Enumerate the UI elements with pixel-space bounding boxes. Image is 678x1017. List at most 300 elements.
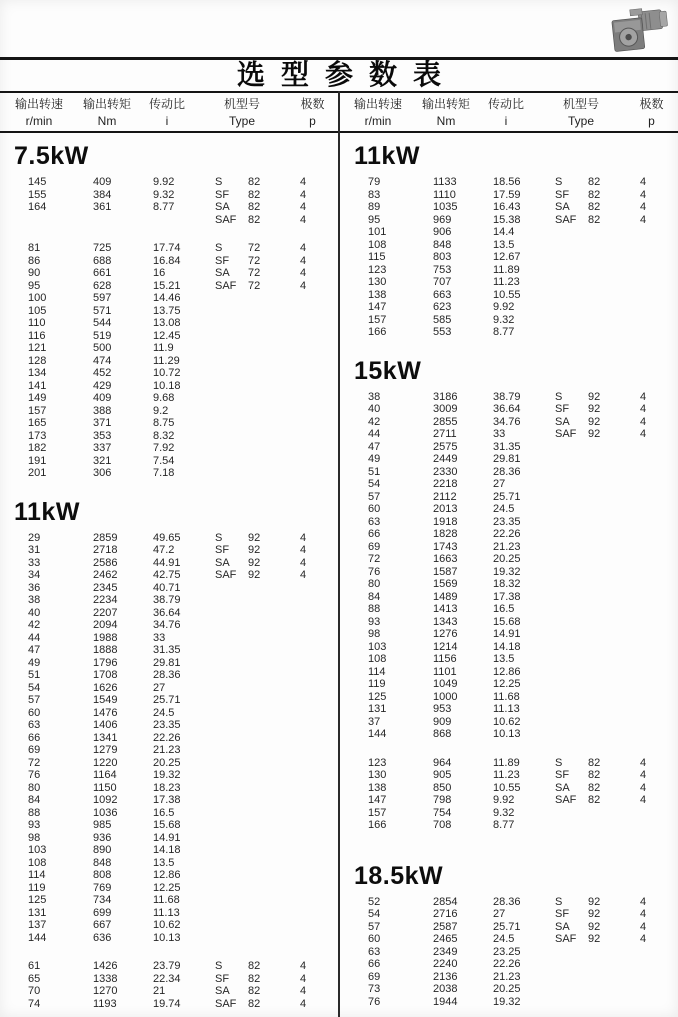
cell-model bbox=[215, 932, 248, 945]
cell-speed: 182 bbox=[28, 442, 47, 454]
cell-poles: 4 bbox=[640, 201, 647, 213]
cell-ratio: 9.68 bbox=[153, 392, 175, 404]
cell-size bbox=[248, 607, 300, 620]
table-row bbox=[340, 628, 678, 641]
cell-ratio: 9.2 bbox=[153, 404, 169, 417]
cell-speed: 144 bbox=[28, 931, 47, 944]
cell-size bbox=[248, 392, 300, 405]
cell-model bbox=[215, 769, 248, 782]
cell-poles bbox=[300, 857, 339, 870]
cell-poles bbox=[640, 516, 678, 529]
cell-poles bbox=[640, 603, 678, 616]
cell-speed: 66 bbox=[368, 528, 381, 540]
cell-torque: 337 bbox=[93, 442, 112, 454]
cell-speed: 121 bbox=[28, 342, 47, 354]
table-row bbox=[0, 582, 338, 595]
cell-speed: 100 bbox=[28, 292, 47, 304]
cell-size bbox=[248, 919, 300, 932]
cell-speed: 42 bbox=[368, 415, 381, 428]
power-section-7-5kw bbox=[0, 134, 338, 496]
cell-torque: 708 bbox=[433, 819, 452, 831]
cell-ratio: 8.77 bbox=[493, 326, 515, 338]
cell-model bbox=[215, 619, 248, 632]
cell-ratio: 36.64 bbox=[493, 403, 521, 415]
table-row bbox=[0, 657, 338, 670]
cell-ratio: 14.18 bbox=[153, 844, 181, 856]
cell-model: SA bbox=[555, 920, 570, 933]
cell-poles bbox=[640, 478, 678, 491]
cell-poles bbox=[640, 251, 678, 264]
cell-torque: 1101 bbox=[433, 665, 457, 678]
cell-size bbox=[588, 466, 640, 479]
table-row bbox=[0, 442, 338, 455]
cell-ratio: 28.36 bbox=[493, 465, 521, 478]
cell-model bbox=[555, 276, 588, 289]
cell-model bbox=[555, 478, 588, 491]
cell-speed: 157 bbox=[28, 404, 47, 417]
cell-model bbox=[215, 707, 248, 720]
cell-poles bbox=[300, 719, 339, 732]
cell-size bbox=[588, 491, 640, 504]
cell-model: SAF bbox=[555, 428, 577, 440]
cell-speed: 110 bbox=[28, 317, 46, 329]
cell-ratio: 31.35 bbox=[493, 440, 521, 453]
cell-speed: 125 bbox=[28, 894, 47, 906]
cell-model bbox=[555, 226, 588, 239]
cell-model: SAF bbox=[215, 997, 237, 1010]
cell-poles: 4 bbox=[300, 201, 307, 213]
cell-ratio: 16.43 bbox=[493, 201, 521, 213]
cell-size bbox=[248, 794, 300, 807]
cell-torque: 1426 bbox=[93, 960, 118, 972]
table-row bbox=[0, 932, 338, 945]
cell-speed: 116 bbox=[28, 329, 46, 342]
cell-ratio: 8.77 bbox=[493, 819, 515, 831]
cell-torque: 798 bbox=[433, 794, 452, 806]
cell-ratio: 9.92 bbox=[493, 794, 515, 806]
cell-model bbox=[215, 467, 248, 480]
cell-size: 72 bbox=[248, 254, 261, 267]
cell-model bbox=[555, 491, 588, 504]
cell-ratio: 17.38 bbox=[493, 590, 521, 603]
cell-poles: 4 bbox=[300, 556, 307, 569]
cell-model bbox=[215, 644, 248, 657]
table-row bbox=[0, 455, 338, 468]
table-row bbox=[340, 896, 678, 909]
cell-size bbox=[248, 857, 300, 870]
cell-poles bbox=[300, 682, 339, 695]
table-row bbox=[340, 782, 678, 795]
cell-size bbox=[588, 971, 640, 984]
table-row bbox=[340, 566, 678, 579]
table-row bbox=[340, 326, 678, 339]
cell-size bbox=[248, 594, 300, 607]
cell-ratio: 10.55 bbox=[493, 781, 521, 794]
cell-poles bbox=[300, 467, 339, 480]
cell-size bbox=[588, 251, 640, 264]
table-row bbox=[340, 453, 678, 466]
cell-ratio: 34.76 bbox=[153, 619, 181, 631]
cell-size: 72 bbox=[248, 279, 261, 292]
cell-torque: 848 bbox=[433, 238, 452, 251]
cell-poles: 4 bbox=[640, 390, 647, 403]
cell-speed: 147 bbox=[368, 794, 387, 806]
cell-speed: 128 bbox=[28, 354, 47, 367]
cell-ratio: 11.89 bbox=[493, 756, 520, 769]
cell-size: 72 bbox=[248, 267, 261, 279]
cell-poles: 4 bbox=[300, 960, 307, 972]
cell-ratio: 21 bbox=[153, 985, 166, 997]
cell-ratio: 44.91 bbox=[153, 556, 181, 569]
cell-poles bbox=[300, 430, 339, 443]
cell-poles bbox=[300, 807, 339, 820]
table-row bbox=[340, 691, 678, 704]
cell-size bbox=[248, 455, 300, 468]
cell-model bbox=[555, 983, 588, 996]
cell-speed: 49 bbox=[28, 656, 41, 669]
table-row bbox=[0, 557, 338, 570]
cell-model bbox=[555, 553, 588, 566]
cell-size: 92 bbox=[248, 531, 261, 544]
cell-model: SA bbox=[215, 985, 230, 997]
cell-torque: 909 bbox=[433, 715, 452, 728]
cell-ratio: 24.5 bbox=[153, 706, 175, 719]
cell-speed: 36 bbox=[28, 581, 41, 594]
cell-speed: 38 bbox=[368, 390, 381, 403]
cell-size bbox=[588, 691, 640, 704]
cell-torque: 2013 bbox=[433, 503, 458, 515]
cell-ratio: 19.32 bbox=[153, 769, 181, 781]
cell-poles bbox=[300, 292, 339, 305]
cell-poles bbox=[300, 619, 339, 632]
cell-size: 82 bbox=[588, 201, 601, 213]
cell-torque: 663 bbox=[433, 288, 452, 301]
cell-size bbox=[588, 641, 640, 654]
cell-size: 92 bbox=[248, 569, 261, 581]
cell-ratio: 8.32 bbox=[153, 429, 175, 442]
col-header-ratio: 传动比 i bbox=[148, 97, 185, 128]
cell-size bbox=[588, 314, 640, 327]
cell-poles bbox=[640, 678, 678, 691]
cell-poles bbox=[300, 355, 339, 368]
table-row bbox=[340, 958, 678, 971]
cell-speed: 98 bbox=[368, 628, 381, 640]
cell-poles: 4 bbox=[640, 403, 647, 415]
cell-size bbox=[588, 528, 640, 541]
cell-size: 92 bbox=[588, 390, 601, 403]
cell-torque: 409 bbox=[93, 176, 112, 188]
table-row bbox=[0, 417, 338, 430]
cell-torque: 905 bbox=[433, 769, 452, 781]
cell-speed: 33 bbox=[28, 556, 41, 569]
cell-model bbox=[555, 251, 588, 264]
cell-size: 92 bbox=[588, 415, 601, 428]
cell-torque: 769 bbox=[93, 881, 112, 894]
cell-ratio: 12.86 bbox=[153, 869, 181, 881]
cell-ratio: 10.62 bbox=[153, 919, 181, 931]
cell-poles bbox=[640, 541, 678, 554]
cell-speed bbox=[28, 214, 93, 227]
page-title: 选型参数表 bbox=[236, 59, 457, 90]
cell-model bbox=[215, 582, 248, 595]
cell-size: 82 bbox=[248, 985, 261, 997]
cell-ratio: 19.74 bbox=[153, 997, 181, 1010]
cell-size bbox=[588, 453, 640, 466]
cell-poles bbox=[640, 566, 678, 579]
cell-ratio: 38.79 bbox=[493, 390, 521, 403]
cell-speed: 79 bbox=[368, 176, 381, 188]
cell-ratio: 20.25 bbox=[493, 553, 521, 565]
cell-speed: 137 bbox=[28, 919, 47, 931]
cell-model: S bbox=[555, 390, 563, 403]
cell-poles bbox=[300, 657, 339, 670]
cell-ratio: 10.13 bbox=[153, 931, 181, 944]
cell-ratio: 12.67 bbox=[493, 251, 521, 263]
cell-poles bbox=[300, 932, 339, 945]
cell-ratio: 22.26 bbox=[493, 528, 521, 540]
cell-speed: 63 bbox=[368, 515, 381, 528]
cell-speed: 157 bbox=[368, 313, 387, 326]
col-header-poles: 极数 p bbox=[300, 97, 325, 128]
cell-speed: 86 bbox=[28, 254, 41, 267]
table-row bbox=[0, 807, 338, 820]
cell-model: S bbox=[215, 960, 223, 972]
cell-speed: 103 bbox=[368, 640, 387, 653]
table-row bbox=[0, 330, 338, 343]
cell-speed: 57 bbox=[28, 694, 41, 706]
cell-torque: 1626 bbox=[93, 681, 118, 694]
cell-torque: 571 bbox=[93, 304, 112, 317]
cell-torque: 1918 bbox=[433, 515, 458, 528]
cell-size bbox=[588, 996, 640, 1009]
cell-model: SA bbox=[215, 267, 230, 279]
table-row bbox=[340, 201, 678, 214]
cell-ratio bbox=[153, 214, 215, 227]
cell-torque: 2234 bbox=[93, 594, 118, 606]
cell-ratio: 15.68 bbox=[153, 819, 181, 831]
cell-poles bbox=[640, 503, 678, 516]
cell-ratio: 12.25 bbox=[153, 881, 181, 894]
cell-speed: 119 bbox=[28, 881, 46, 894]
cell-poles bbox=[300, 367, 339, 380]
cell-model: SA bbox=[215, 201, 230, 213]
cell-speed: 149 bbox=[28, 392, 47, 404]
cell-torque: 2207 bbox=[93, 606, 118, 619]
cell-size bbox=[588, 553, 640, 566]
cell-torque: 985 bbox=[93, 819, 112, 831]
cell-size bbox=[248, 869, 300, 882]
cell-model: SAF bbox=[555, 213, 577, 226]
cell-torque: 1708 bbox=[93, 669, 118, 681]
cell-size bbox=[248, 682, 300, 695]
cell-size bbox=[248, 467, 300, 480]
data-block bbox=[340, 757, 678, 832]
cell-size bbox=[248, 405, 300, 418]
cell-model: SAF bbox=[215, 279, 237, 292]
cell-model bbox=[555, 819, 588, 832]
cell-size bbox=[248, 769, 300, 782]
cell-size: 92 bbox=[248, 556, 261, 569]
cell-poles bbox=[640, 276, 678, 289]
cell-model: S bbox=[215, 531, 223, 544]
cell-poles bbox=[300, 732, 339, 745]
cell-torque: 2330 bbox=[433, 465, 458, 478]
table-row bbox=[0, 682, 338, 695]
cell-size bbox=[248, 430, 300, 443]
cell-torque: 361 bbox=[93, 201, 112, 213]
cell-speed: 144 bbox=[368, 728, 387, 740]
cell-poles bbox=[640, 946, 678, 959]
cell-model: S bbox=[555, 756, 563, 769]
cell-model bbox=[215, 907, 248, 920]
cell-speed: 65 bbox=[28, 972, 41, 985]
cell-torque: 597 bbox=[93, 292, 112, 304]
cell-speed: 108 bbox=[368, 238, 387, 251]
cell-poles bbox=[300, 607, 339, 620]
table-row bbox=[0, 430, 338, 443]
cell-torque: 969 bbox=[433, 213, 452, 226]
cell-ratio: 9.92 bbox=[153, 176, 175, 188]
table-row bbox=[340, 728, 678, 741]
cell-ratio: 9.32 bbox=[153, 188, 175, 201]
table-row bbox=[340, 541, 678, 554]
cell-torque: 636 bbox=[93, 931, 112, 944]
table-row bbox=[340, 441, 678, 454]
cell-torque: 868 bbox=[433, 728, 452, 740]
cell-torque: 2240 bbox=[433, 958, 458, 970]
cell-torque: 553 bbox=[433, 326, 452, 338]
cell-model bbox=[215, 857, 248, 870]
cell-poles: 4 bbox=[640, 756, 647, 769]
cell-torque: 3009 bbox=[433, 403, 458, 415]
cell-size bbox=[588, 578, 640, 591]
cell-ratio: 24.5 bbox=[493, 503, 515, 515]
cell-torque: 2854 bbox=[433, 895, 458, 908]
table-row bbox=[340, 578, 678, 591]
cell-poles bbox=[300, 707, 339, 720]
cell-torque: 1220 bbox=[93, 756, 118, 769]
cell-speed: 108 bbox=[368, 653, 387, 665]
cell-model bbox=[555, 239, 588, 252]
cell-speed: 95 bbox=[28, 279, 41, 292]
cell-size bbox=[588, 716, 640, 729]
cell-speed: 125 bbox=[368, 690, 387, 703]
table-row bbox=[0, 176, 338, 189]
cell-speed: 54 bbox=[28, 681, 41, 694]
cell-model: SF bbox=[215, 544, 230, 556]
cell-size: 82 bbox=[588, 794, 601, 806]
table-row bbox=[340, 503, 678, 516]
cell-size: 82 bbox=[248, 997, 261, 1010]
section-title: 11kW bbox=[354, 142, 420, 170]
cell-ratio: 12.86 bbox=[493, 665, 521, 678]
cell-model bbox=[215, 380, 248, 393]
cell-torque: 2855 bbox=[433, 415, 458, 428]
cell-torque: 1338 bbox=[93, 972, 118, 985]
cell-speed: 47 bbox=[368, 440, 381, 453]
cell-speed: 89 bbox=[368, 201, 381, 213]
power-section-11kw bbox=[340, 134, 678, 355]
cell-size: 92 bbox=[248, 544, 261, 556]
cell-torque: 1193 bbox=[93, 997, 117, 1010]
cell-ratio: 17.59 bbox=[493, 188, 521, 201]
cell-poles: 4 bbox=[300, 254, 307, 267]
cell-speed: 51 bbox=[28, 669, 41, 681]
cell-ratio: 18.23 bbox=[153, 781, 181, 794]
cell-torque: 699 bbox=[93, 906, 112, 919]
cell-size bbox=[248, 757, 300, 770]
cell-speed: 130 bbox=[368, 276, 387, 288]
cell-torque: 2587 bbox=[433, 920, 458, 933]
cell-speed: 114 bbox=[28, 869, 46, 881]
cell-size bbox=[248, 732, 300, 745]
cell-poles bbox=[640, 641, 678, 654]
cell-ratio: 25.71 bbox=[153, 694, 181, 706]
table-row bbox=[340, 678, 678, 691]
cell-model bbox=[215, 719, 248, 732]
cell-poles bbox=[640, 653, 678, 666]
cell-torque: 1110 bbox=[433, 188, 456, 201]
cell-speed: 63 bbox=[368, 945, 381, 958]
cell-size: 82 bbox=[248, 972, 261, 985]
cell-torque: 623 bbox=[433, 301, 452, 313]
cell-ratio: 27 bbox=[153, 681, 166, 694]
cell-speed: 40 bbox=[28, 606, 41, 619]
cell-ratio: 36.64 bbox=[153, 606, 181, 619]
table-row bbox=[340, 807, 678, 820]
cell-ratio: 17.74 bbox=[153, 242, 181, 254]
cell-model bbox=[215, 430, 248, 443]
cell-poles bbox=[640, 691, 678, 704]
cell-torque: 1476 bbox=[93, 706, 118, 719]
table-row bbox=[0, 694, 338, 707]
table-row bbox=[0, 317, 338, 330]
cell-speed: 157 bbox=[368, 806, 387, 819]
cell-speed: 60 bbox=[368, 933, 381, 945]
cell-model bbox=[555, 591, 588, 604]
cell-poles bbox=[640, 453, 678, 466]
cell-poles bbox=[640, 628, 678, 641]
table-row bbox=[340, 769, 678, 782]
table-row bbox=[340, 819, 678, 832]
table-row bbox=[0, 619, 338, 632]
cell-ratio: 17.38 bbox=[153, 794, 181, 806]
cell-size: 82 bbox=[248, 213, 261, 226]
cell-poles bbox=[300, 594, 339, 607]
cell-ratio: 25.71 bbox=[493, 490, 521, 503]
cell-model: SA bbox=[215, 556, 230, 569]
cell-poles bbox=[300, 869, 339, 882]
cell-size bbox=[588, 503, 640, 516]
cell-ratio: 11.29 bbox=[153, 354, 180, 367]
cell-poles: 4 bbox=[300, 242, 307, 254]
cell-size: 82 bbox=[588, 769, 601, 781]
cell-model bbox=[215, 607, 248, 620]
cell-size bbox=[248, 380, 300, 393]
cell-model bbox=[555, 641, 588, 654]
cell-speed: 166 bbox=[368, 326, 387, 338]
table-row bbox=[0, 782, 338, 795]
cell-ratio: 9.92 bbox=[493, 301, 515, 313]
cell-model: S bbox=[215, 242, 223, 254]
cell-model bbox=[555, 703, 588, 716]
cell-size bbox=[248, 367, 300, 380]
cell-speed: 51 bbox=[368, 465, 381, 478]
cell-ratio: 8.77 bbox=[153, 201, 175, 213]
cell-speed: 108 bbox=[28, 856, 47, 869]
cell-model bbox=[555, 666, 588, 679]
table-row bbox=[0, 380, 338, 393]
